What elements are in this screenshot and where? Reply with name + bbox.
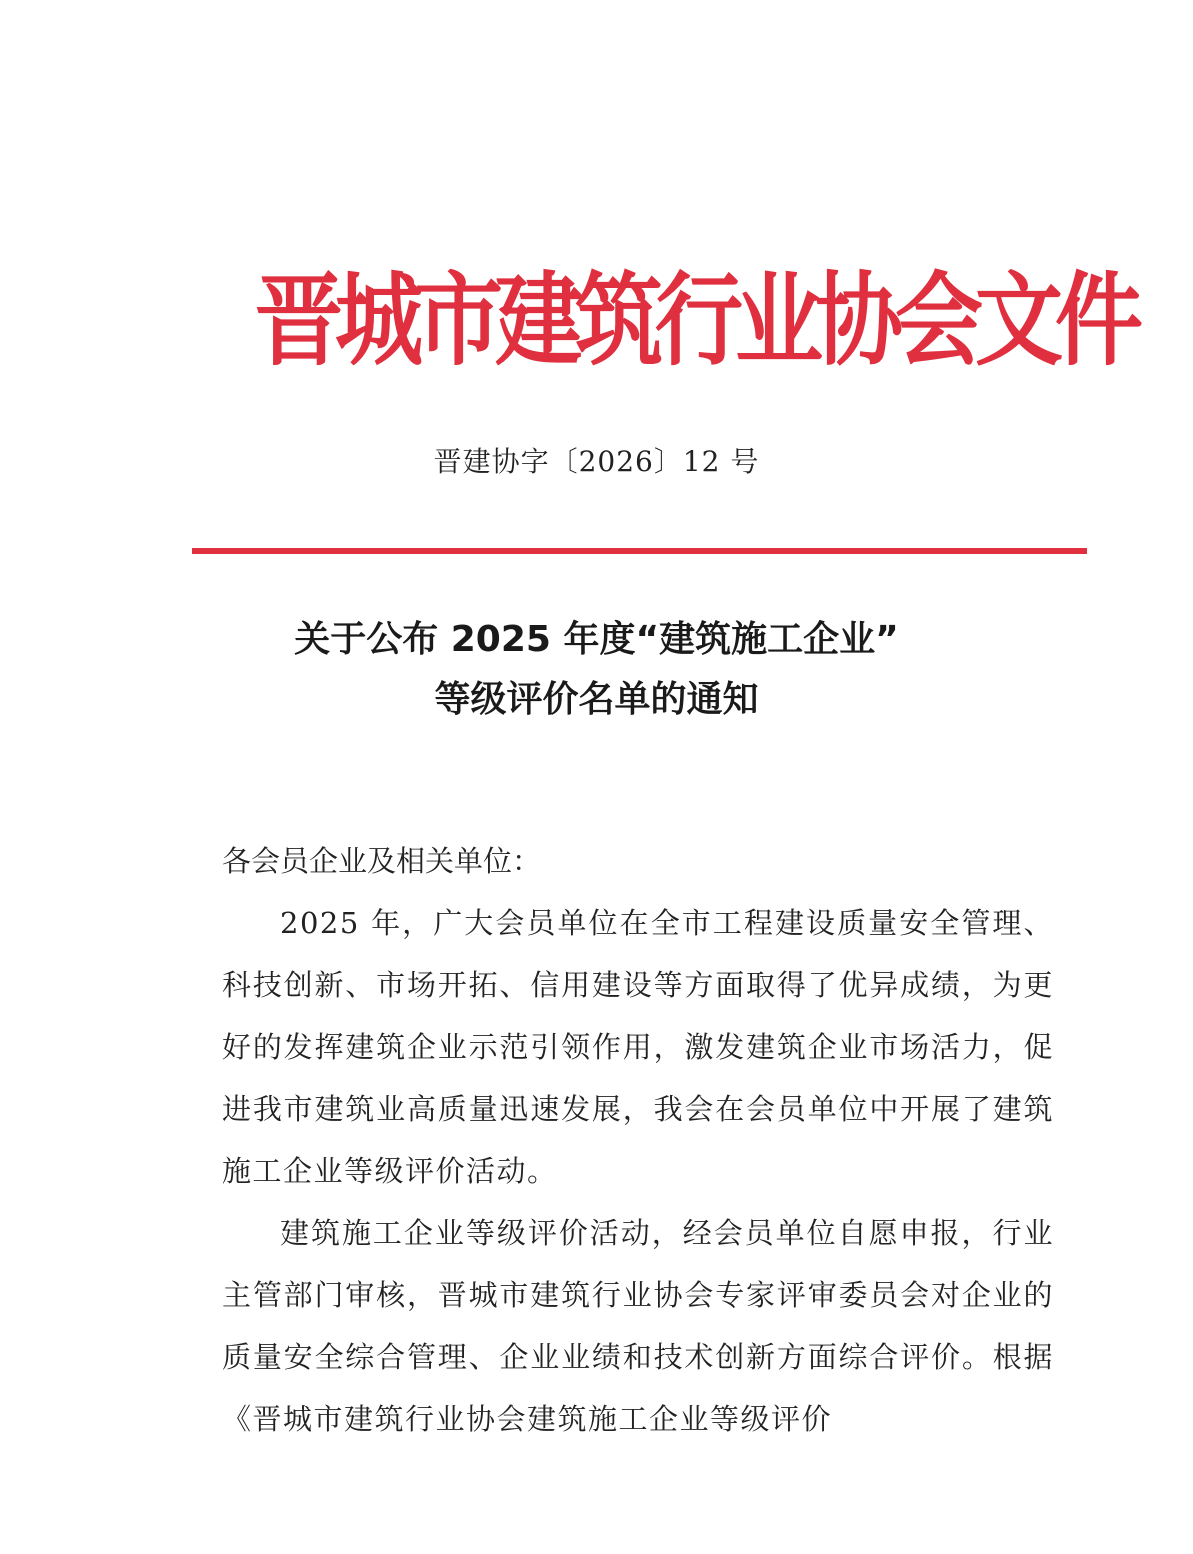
red-divider-line	[192, 548, 1087, 554]
document-number: 晋建协字〔2026〕12 号	[433, 445, 760, 478]
paragraph-2: 建筑施工企业等级评价活动，经会员单位自愿申报，行业主管部门审核，晋城市建筑行业协会专家评审委员会对企业的质量安全综合管理、企业业绩和技术创新方面综合评价。根据《晋城市建筑行业协会建筑施工企业等级评价	[222, 1216, 1054, 1436]
paragraph-1: 2025 年，广大会员单位在全市工程建设质量安全管理、科技创新、市场开拓、信用建设等方面取得了优异成绩，为更好的发挥建筑企业示范引领作用，激发建筑企业市场活力，促进我市建筑业高质量迅速发展，我会在会员单位中开展了建筑施工企业等级评价活动。	[222, 906, 1054, 1188]
notice-title-line-2: 等级评价名单的通知	[434, 679, 759, 720]
salutation: 各会员企业及相关单位：	[222, 844, 542, 878]
letterhead-title: 晋城市建筑行业协会文件	[255, 260, 1136, 380]
notice-title-line-1: 关于公布 2025 年度“建筑施工企业”	[294, 619, 899, 660]
notice-body	[222, 830, 1054, 1450]
